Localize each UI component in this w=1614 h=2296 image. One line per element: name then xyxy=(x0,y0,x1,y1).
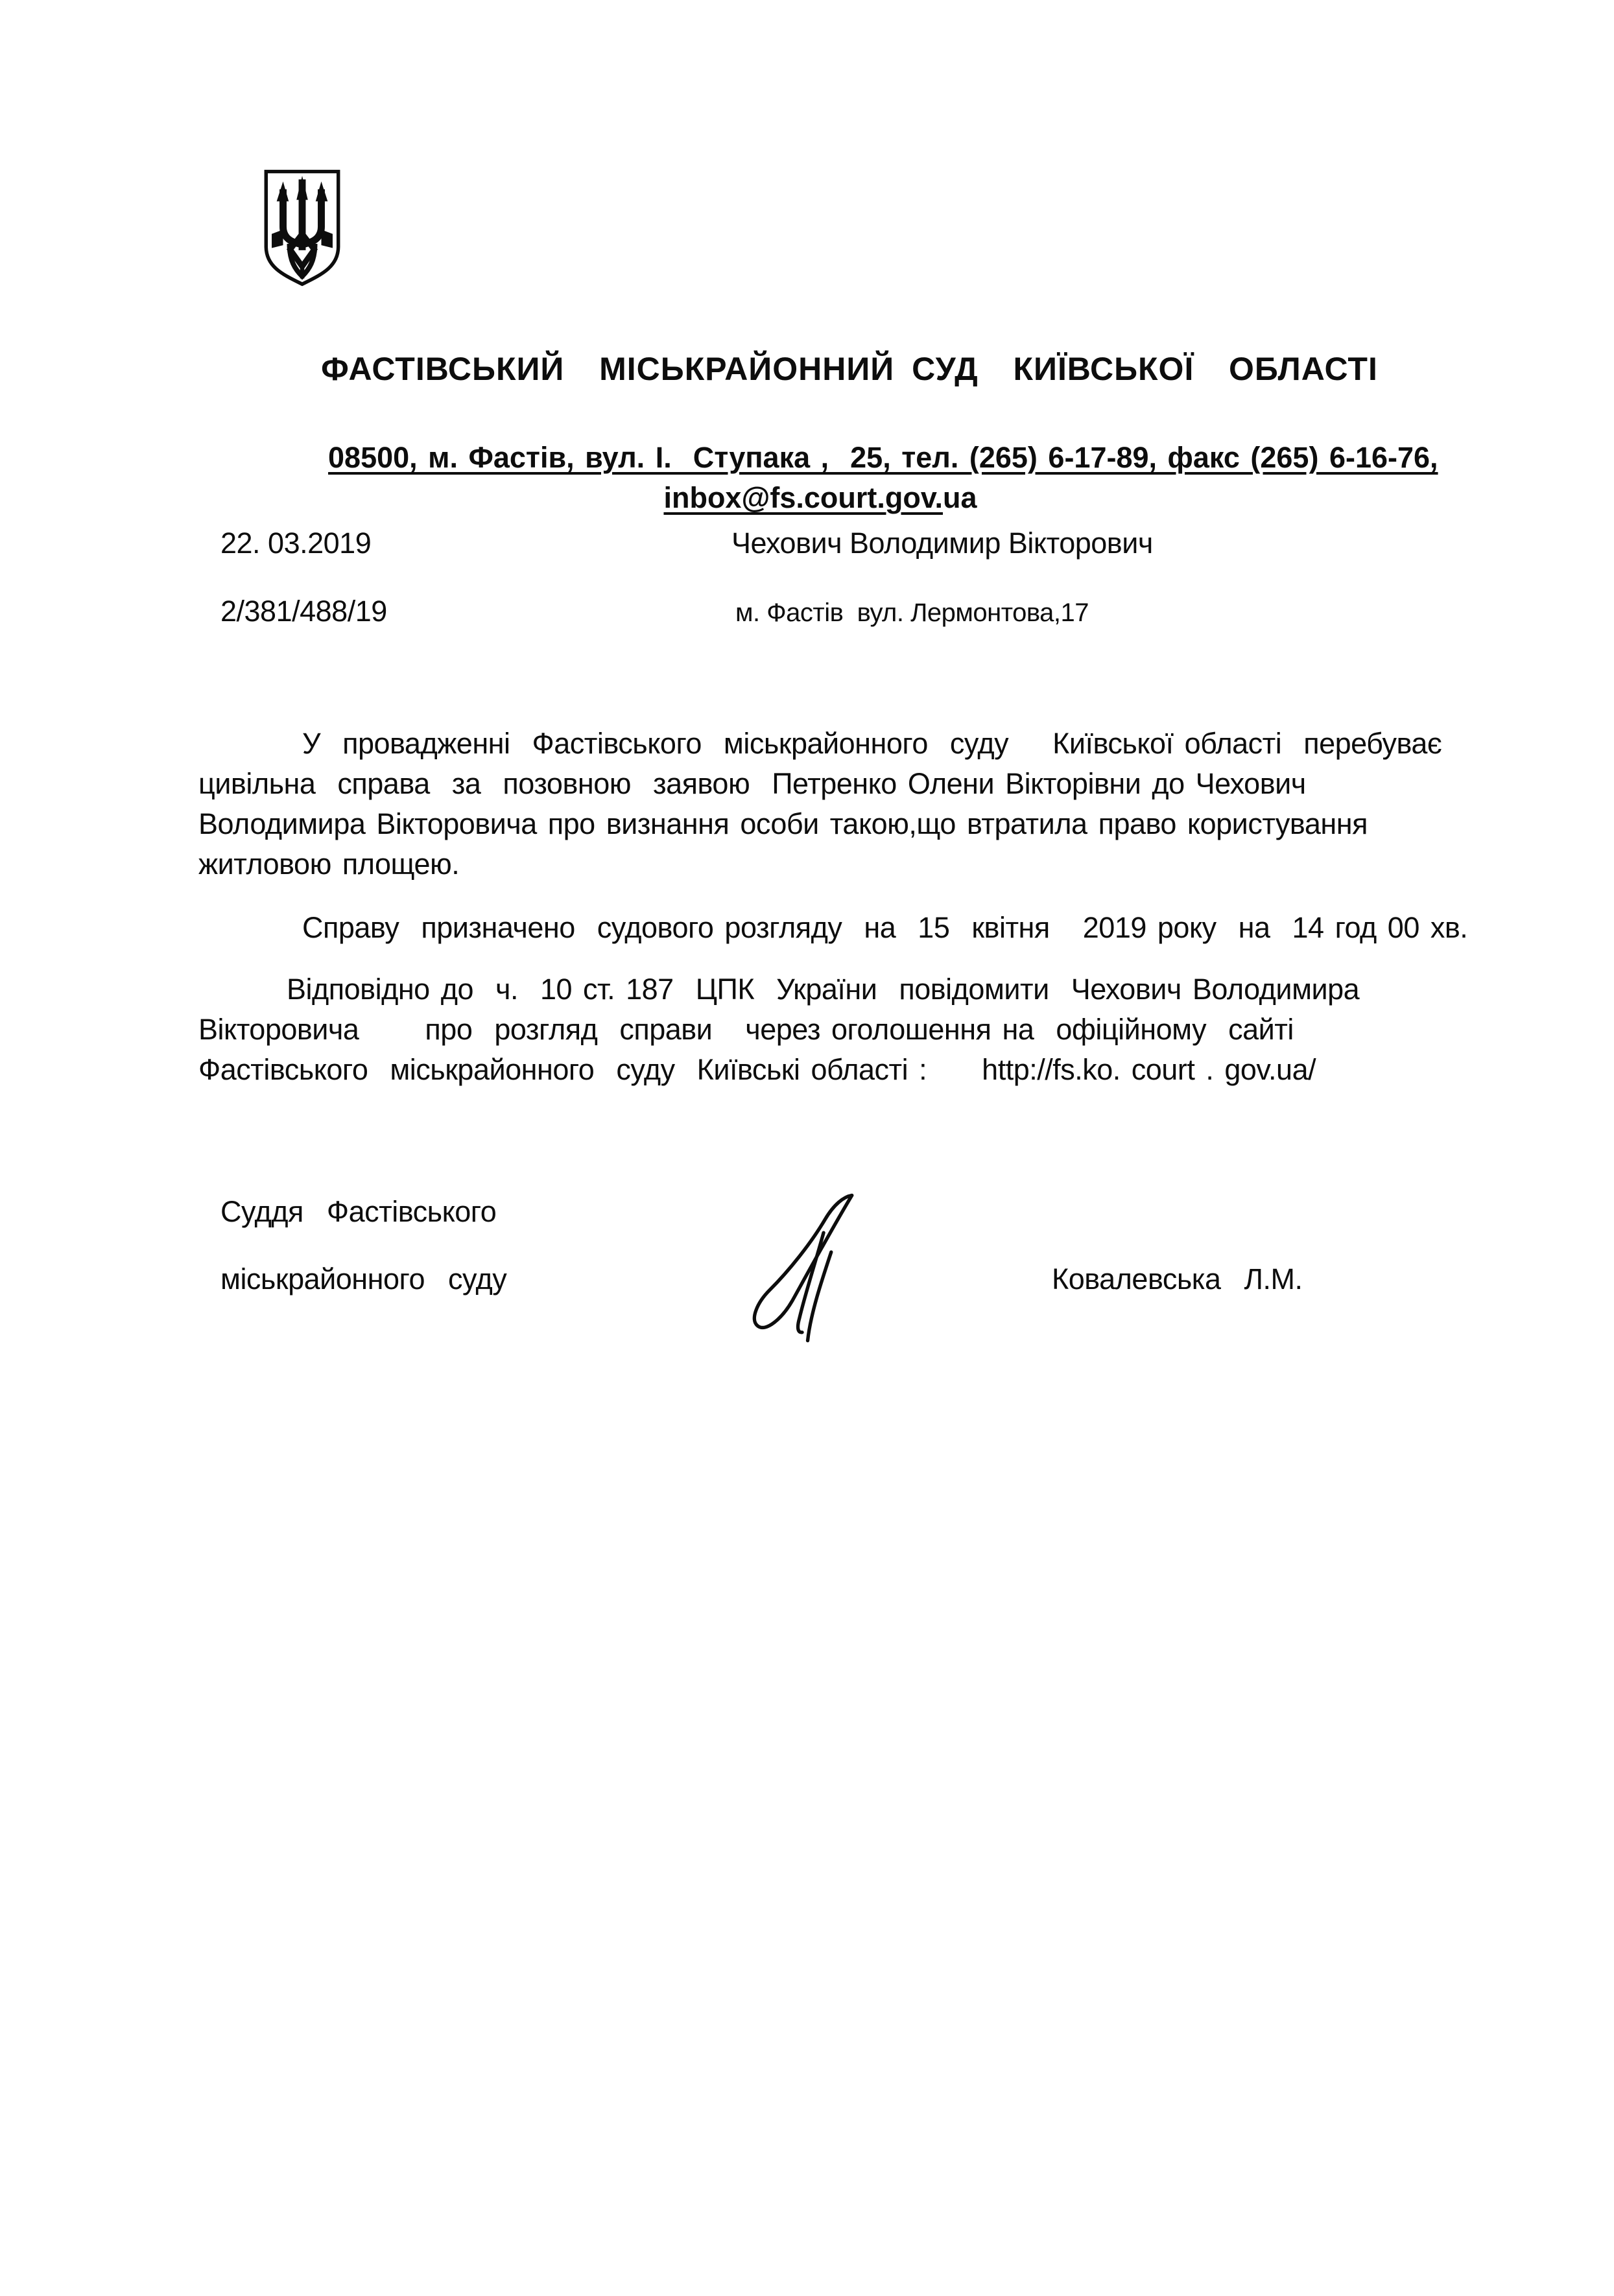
paragraph-2 xyxy=(198,908,1468,948)
paragraph-2-line-1: Справу призначено судового розгляду на 15 квітня 2019 року на 14 год 00 хв. xyxy=(302,911,1468,944)
paragraph-1-line-3: Володимира Вікторовича про визнання особи такою,що втратила право користування xyxy=(198,807,1368,840)
court-email-tail: ua xyxy=(943,481,977,514)
paragraph-1-line-2: цивільна справа за позовною заявою Петренко Олени Вікторівни до Чехович xyxy=(198,767,1306,800)
court-name: ФАСТІВСЬКИЙ МІСЬКРАЙОННИЙ СУД КИЇВСЬКОЇ ОБЛАСТІ xyxy=(321,351,1378,387)
judge-title-line-2: міськрайонного суду xyxy=(220,1262,507,1296)
letter-date: 22. 03.2019 xyxy=(220,527,372,560)
judge-title-line-1: Суддя Фастівського xyxy=(220,1195,497,1228)
coat-of-arms-ukraine-icon xyxy=(256,162,348,295)
recipient-address: м. Фастів вул. Лермонтова,17 xyxy=(735,598,1089,627)
recipient-name: Чехович Володимир Вікторович xyxy=(731,527,1153,560)
paragraph-3-line-2: Вікторовича про розгляд справи через оголошення на офіційному сайті xyxy=(198,1013,1294,1046)
paragraph-3-line-3: Фастівського міськрайонного суду Київські області : http://fs.ko. court . gov.ua/ xyxy=(198,1053,1316,1086)
handwritten-signature-icon xyxy=(733,1190,882,1345)
paragraph-1-line-4: житловою площею. xyxy=(198,847,460,881)
signer-name: Ковалевська Л.М. xyxy=(1052,1262,1303,1296)
paragraph-3 xyxy=(198,969,1463,1090)
court-email-underlined: inbox@fs.court.gov. xyxy=(663,481,943,514)
case-number: 2/381/488/19 xyxy=(220,595,387,628)
paragraph-1-line-1: У провадженні Фастівського міськрайонного суду Київської області перебуває xyxy=(302,727,1442,760)
court-address-text: 08500, м. Фастів, вул. І. Ступака , 25, тел. (265) 6-17-89, факс (265) 6-16-76, xyxy=(328,441,1438,474)
paragraph-3-line-1: Відповідно до ч. 10 ст. 187 ЦПК України повідомити Чехович Володимира xyxy=(287,973,1360,1006)
paragraph-1 xyxy=(198,724,1463,884)
